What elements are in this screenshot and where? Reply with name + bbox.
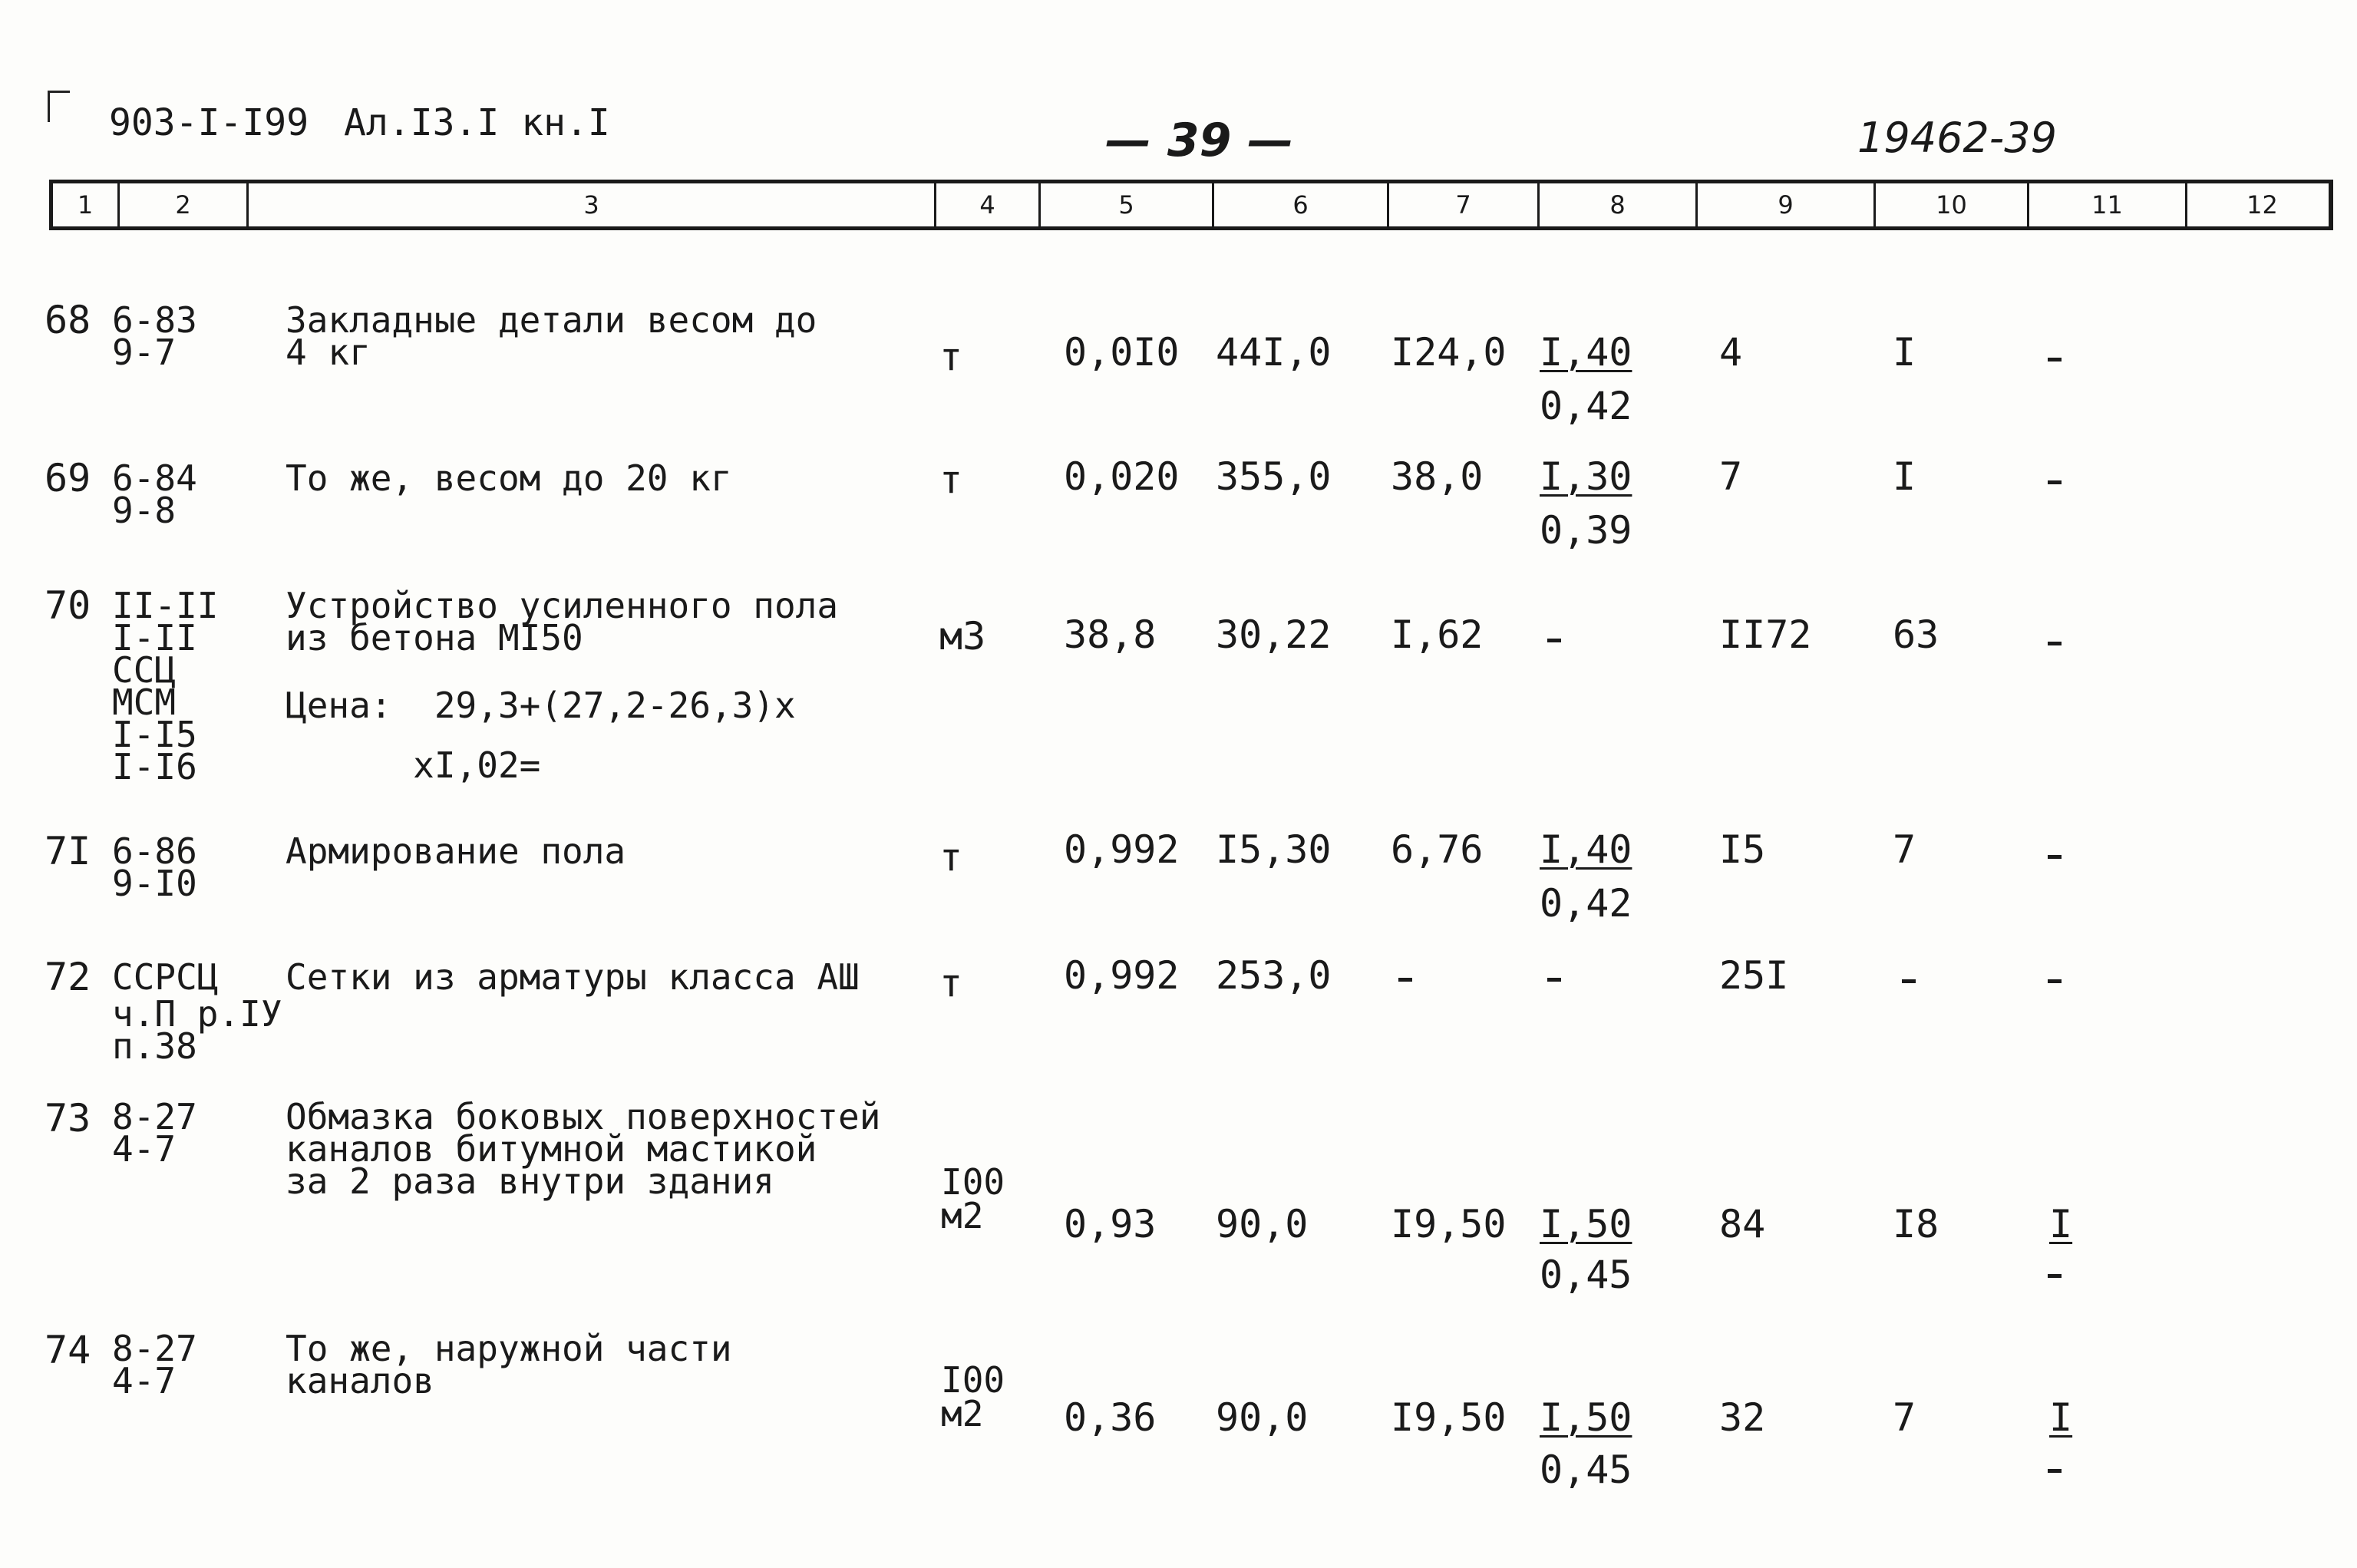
unit-price: 44I,0	[1216, 330, 1332, 375]
coefficient-bottom: 0,42	[1540, 384, 1632, 428]
coefficient-top: I,30	[1540, 454, 1632, 499]
unit: т	[939, 335, 963, 379]
dash-mark	[2048, 642, 2062, 645]
price-formula: Цена: 29,3+(27,2-26,3)х	[286, 685, 796, 726]
wage-price: I9,50	[1391, 1395, 1507, 1440]
dash-mark	[1398, 978, 1412, 982]
norm-code: 6-83	[112, 299, 197, 341]
total-wage: 7	[1893, 827, 1916, 872]
norm-code: 9-7	[112, 332, 177, 373]
unit-price: 90,0	[1216, 1395, 1309, 1440]
wage-price: 38,0	[1391, 454, 1484, 499]
column-number: 9	[1695, 183, 1873, 226]
row-number: 7I	[45, 829, 91, 873]
column-number: 7	[1387, 183, 1537, 226]
norm-code: I-II	[112, 617, 197, 659]
row-number: 72	[45, 955, 91, 999]
quantity: 0,992	[1064, 953, 1180, 998]
column-number: 6	[1212, 183, 1387, 226]
coefficient-top: I,50	[1540, 1395, 1632, 1440]
work-description: из бетона МI50	[286, 617, 583, 659]
quantity: 0,0I0	[1064, 330, 1180, 375]
total-wage: I	[1893, 330, 1916, 375]
norm-code: 9-8	[112, 490, 177, 531]
work-description: за 2 раза внутри здания	[286, 1160, 774, 1202]
norm-code: ССРСЦ	[112, 956, 219, 998]
unit-price: 90,0	[1216, 1202, 1309, 1246]
wage-price: I24,0	[1391, 330, 1507, 375]
page-number: — 39 —	[1105, 114, 1294, 167]
work-description: каналов	[286, 1360, 434, 1401]
dash-mark	[1547, 639, 1561, 642]
column-number: 10	[1873, 183, 2027, 226]
total-wage: I8	[1893, 1202, 1939, 1246]
work-description: Обмазка боковых поверхностей	[286, 1096, 881, 1137]
norm-code: 8-27	[112, 1096, 197, 1137]
norm-code: I-I6	[112, 746, 197, 787]
norm-code: п.38	[112, 1025, 197, 1067]
dash-mark	[2048, 855, 2062, 859]
norm-code: II-II	[112, 585, 219, 626]
total-wage: I	[1893, 454, 1916, 499]
column-number: 11	[2027, 183, 2185, 226]
dash-mark	[2048, 1274, 2062, 1278]
wage-price: I,62	[1391, 612, 1484, 657]
column-number: 4	[934, 183, 1038, 226]
unit-price: 355,0	[1216, 454, 1332, 499]
dash-mark	[2048, 979, 2062, 983]
coefficient-bottom: 0,39	[1540, 508, 1632, 553]
quantity: 0,992	[1064, 827, 1180, 872]
total-cost: 25I	[1719, 953, 1789, 998]
row-number: 69	[45, 456, 91, 500]
unit: т	[939, 961, 963, 1005]
machine-cost-top: I	[2049, 1202, 2073, 1246]
total-wage: 7	[1893, 1395, 1916, 1440]
column-number: 8	[1537, 183, 1695, 226]
work-description: Закладные детали весом до	[286, 299, 817, 341]
coefficient-top: I,40	[1540, 827, 1632, 872]
norm-code: ССЦ	[112, 649, 177, 691]
norm-code: МСМ	[112, 682, 177, 723]
dash-mark	[2048, 480, 2062, 484]
column-number: 3	[246, 183, 934, 226]
dash-mark	[2048, 358, 2062, 361]
document-number: 19462-39	[1857, 114, 2057, 162]
document-code: 903-I-I99	[109, 101, 309, 144]
total-cost: I5	[1719, 827, 1766, 872]
unit: т	[939, 457, 963, 502]
total-cost: 7	[1719, 454, 1743, 499]
coefficient-top: I,40	[1540, 330, 1632, 375]
column-number: 12	[2185, 183, 2337, 226]
work-description: 4 кг	[286, 332, 371, 373]
dash-mark	[1902, 979, 1916, 983]
column-number: 5	[1038, 183, 1212, 226]
dash-mark	[1547, 978, 1561, 982]
total-cost: 4	[1719, 330, 1743, 375]
coefficient-bottom: 0,42	[1540, 881, 1632, 926]
quantity: 0,36	[1064, 1395, 1157, 1440]
total-cost: 32	[1719, 1395, 1766, 1440]
unit-price: 30,22	[1216, 612, 1332, 657]
row-number: 68	[45, 298, 91, 342]
quantity: 0,020	[1064, 454, 1180, 499]
work-description: То же, весом до 20 кг	[286, 457, 732, 499]
total-cost: 84	[1719, 1202, 1766, 1246]
norm-code: 6-84	[112, 457, 197, 499]
column-number: 1	[77, 190, 94, 220]
unit: м3	[939, 614, 986, 659]
sheet-reference: Ал.I3.I кн.I	[344, 101, 610, 144]
wage-price: 6,76	[1391, 827, 1484, 872]
norm-code: 6-86	[112, 830, 197, 872]
coefficient-bottom: 0,45	[1540, 1448, 1632, 1492]
norm-code: 8-27	[112, 1328, 197, 1369]
work-description: каналов битумной мастикой	[286, 1128, 817, 1170]
column-number-bar	[49, 180, 2333, 230]
work-description: То же, наружной части	[286, 1328, 732, 1369]
norm-code: 4-7	[112, 1360, 177, 1401]
unit: I00 м2	[941, 1161, 1005, 1236]
row-number: 73	[45, 1096, 91, 1141]
norm-code: 9-I0	[112, 863, 197, 904]
unit: т	[939, 835, 963, 880]
total-cost: II72	[1719, 612, 1812, 657]
total-wage: 63	[1893, 612, 1939, 657]
work-description: Сетки из арматуры класса АШ	[286, 956, 860, 998]
corner-mark	[48, 91, 70, 122]
row-number: 70	[45, 583, 91, 628]
wage-price: I9,50	[1391, 1202, 1507, 1246]
unit-price: 253,0	[1216, 953, 1332, 998]
dash-mark	[2048, 1469, 2062, 1473]
norm-code: 4-7	[112, 1128, 177, 1170]
row-number: 74	[45, 1328, 91, 1372]
price-formula: хI,02=	[286, 744, 541, 786]
work-description: Устройство усиленного пола	[286, 585, 839, 626]
quantity: 38,8	[1064, 612, 1157, 657]
machine-cost-top: I	[2049, 1395, 2073, 1440]
coefficient-top: I,50	[1540, 1202, 1632, 1246]
coefficient-bottom: 0,45	[1540, 1253, 1632, 1297]
norm-code: I-I5	[112, 714, 197, 755]
work-description: Армирование пола	[286, 830, 626, 872]
norm-code: ч.П р.IУ	[112, 993, 282, 1035]
unit-price: I5,30	[1216, 827, 1332, 872]
column-number: 2	[117, 183, 246, 226]
unit: I00 м2	[941, 1359, 1005, 1434]
quantity: 0,93	[1064, 1202, 1157, 1246]
